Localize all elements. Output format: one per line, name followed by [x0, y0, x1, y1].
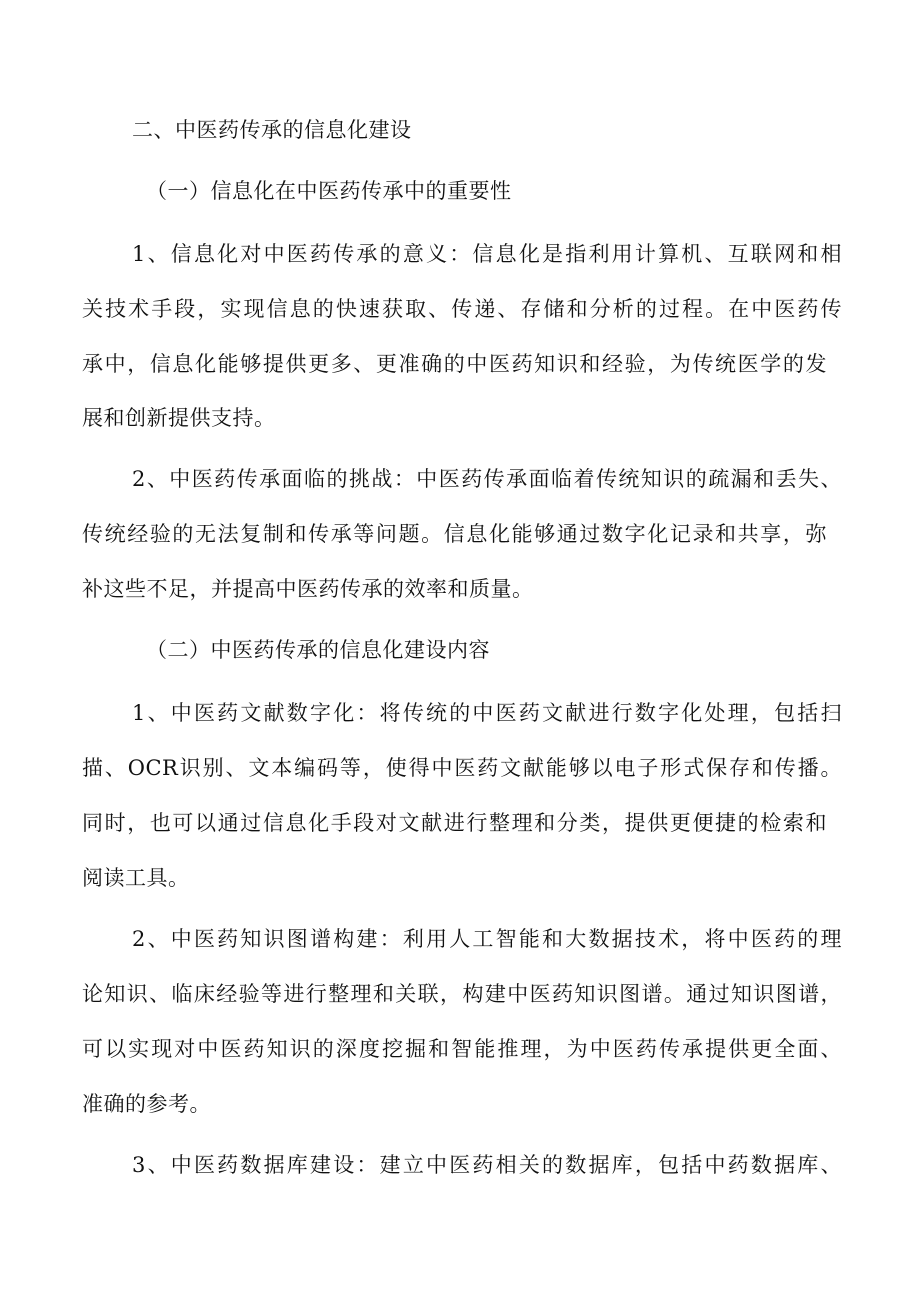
paragraph-1-line-3: 承中，信息化能够提供更多、更准确的中医药知识和经验，为传统医学的发	[82, 352, 827, 376]
paragraph-1-line-4: 展和创新提供支持。	[82, 406, 276, 430]
paragraph-4-line-3: 可以实现对中医药知识的深度挖掘和智能推理，为中医药传承提供更全面、	[82, 1037, 842, 1061]
paragraph-3-line-3: 同时，也可以通过信息化手段对文献进行整理和分类，提供更便捷的检索和	[82, 811, 827, 835]
paragraph-2-line-1: 2、中医药传承面临的挑战：中医药传承面临着传统知识的疏漏和丢失、	[132, 467, 842, 491]
paragraph-5-line-1: 3、中医药数据库建设：建立中医药相关的数据库，包括中药数据库、	[132, 1153, 842, 1177]
subsection-heading-2: （二）中医药传承的信息化建设内容	[146, 638, 490, 662]
paragraph-3-line-2: 描、OCR识别、文本编码等，使得中医药文献能够以电子形式保存和传播。	[82, 756, 842, 780]
paragraph-2-line-2: 传统经验的无法复制和传承等问题。信息化能够通过数字化记录和共享，弥	[82, 522, 827, 546]
paragraph-4-line-2: 论知识、临床经验等进行整理和关联，构建中医药知识图谱。通过知识图谱，	[82, 982, 842, 1006]
paragraph-3-line-4: 阅读工具。	[82, 866, 190, 890]
section-heading: 二、中医药传承的信息化建设	[132, 118, 412, 142]
paragraph-3-line-1: 1、中医药文献数字化：将传统的中医药文献进行数字化处理，包括扫	[132, 701, 842, 725]
paragraph-1-line-2: 关技术手段，实现信息的快速获取、传递、存储和分析的过程。在中医药传	[82, 297, 842, 321]
paragraph-4-line-1: 2、中医药知识图谱构建：利用人工智能和大数据技术，将中医药的理	[132, 927, 842, 951]
paragraph-4-line-4: 准确的参考。	[82, 1092, 211, 1116]
paragraph-2-line-3: 补这些不足，并提高中医药传承的效率和质量。	[82, 577, 534, 601]
subsection-heading-1: （一）信息化在中医药传承中的重要性	[146, 179, 512, 203]
paragraph-1-line-1: 1、信息化对中医药传承的意义：信息化是指利用计算机、互联网和相	[132, 242, 842, 266]
